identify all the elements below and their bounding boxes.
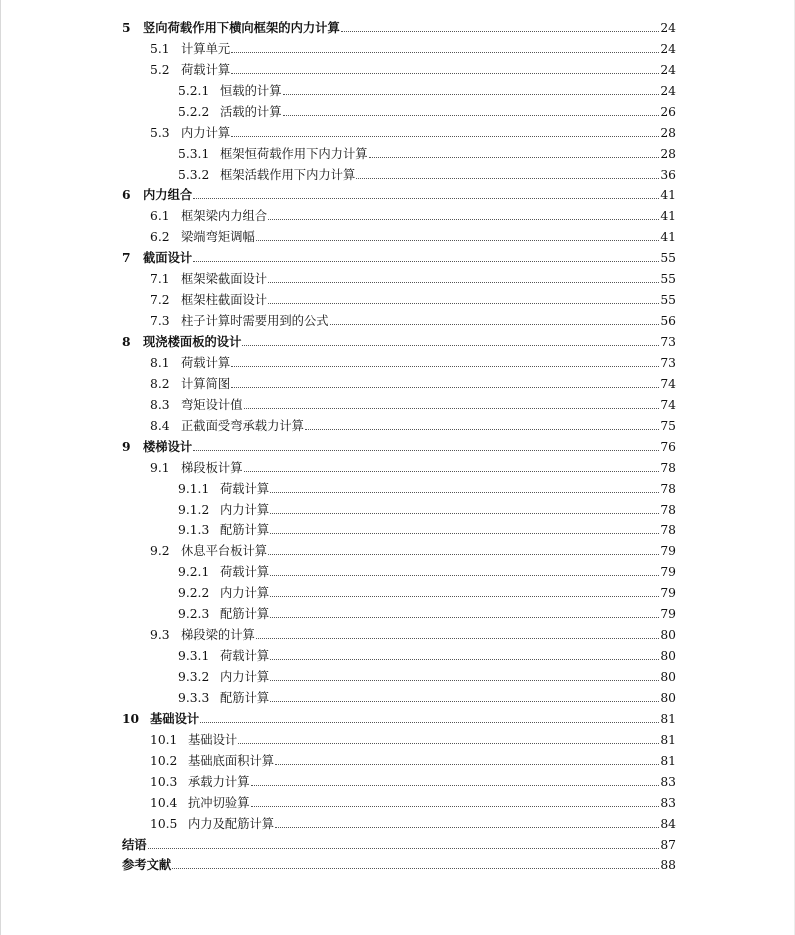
toc-entry-page-number: 83 bbox=[660, 795, 676, 810]
toc-entry-title: 柱子计算时需要用到的公式 bbox=[181, 314, 329, 329]
toc-entry-page-number: 78 bbox=[660, 481, 676, 496]
toc-entry[interactable] bbox=[0, 140, 795, 161]
dot-leader bbox=[270, 701, 659, 702]
toc-entry-title: 框架柱截面设计 bbox=[181, 293, 268, 308]
dot-leader bbox=[270, 533, 659, 534]
toc-entry-number: 7 bbox=[122, 250, 131, 266]
toc-entry[interactable] bbox=[0, 537, 795, 558]
dot-leader bbox=[193, 198, 659, 199]
toc-entry-page-number: 76 bbox=[660, 439, 676, 454]
toc-entry[interactable] bbox=[0, 768, 795, 789]
toc-entry-number: 9.1 bbox=[150, 460, 170, 475]
toc-entry-page-number: 80 bbox=[660, 670, 676, 684]
toc-entry-number: 7.2 bbox=[150, 293, 170, 308]
dot-leader bbox=[275, 764, 659, 765]
toc-entry-page-number: 79 bbox=[660, 565, 676, 580]
toc-entry[interactable] bbox=[0, 810, 795, 831]
toc-entry-number: 10 bbox=[122, 710, 140, 726]
toc-entry-page-number: 24 bbox=[660, 41, 676, 56]
dot-leader bbox=[270, 596, 659, 597]
toc-entry-page-number: 80 bbox=[660, 690, 676, 705]
toc-entry-page-number: 79 bbox=[660, 586, 676, 601]
dot-leader bbox=[270, 617, 659, 618]
toc-entry[interactable] bbox=[0, 223, 795, 244]
toc-entry-title: 框架梁截面设计 bbox=[181, 272, 268, 287]
toc-entry-number: 9.1.3 bbox=[178, 523, 210, 538]
toc-entry[interactable] bbox=[0, 579, 795, 600]
dot-leader bbox=[275, 827, 659, 828]
toc-entry-title: 内力及配筋计算 bbox=[188, 816, 275, 831]
dot-leader bbox=[242, 345, 659, 346]
toc-entry[interactable] bbox=[0, 77, 795, 98]
dot-leader bbox=[283, 115, 660, 116]
toc-entry[interactable] bbox=[0, 642, 795, 663]
toc-entry[interactable] bbox=[0, 14, 795, 35]
toc-entry-title: 梯段板计算 bbox=[181, 460, 243, 475]
toc-entry-number: 9.3.3 bbox=[178, 690, 210, 705]
dot-leader bbox=[193, 261, 659, 262]
toc-entry-page-number: 80 bbox=[660, 649, 676, 664]
toc-entry-number: 9.1.1 bbox=[178, 481, 210, 496]
toc-entry[interactable] bbox=[0, 558, 795, 579]
dot-leader bbox=[231, 366, 659, 367]
toc-entry-page-number: 81 bbox=[660, 732, 676, 747]
toc-entry-page-number: 24 bbox=[660, 62, 676, 77]
toc-entry-page-number: 80 bbox=[660, 628, 676, 643]
toc-entry-number: 5.3.2 bbox=[178, 167, 210, 182]
toc-entry-number: 6.2 bbox=[150, 230, 170, 245]
toc-entry[interactable] bbox=[0, 433, 795, 454]
toc-entry-page-number: 73 bbox=[660, 355, 676, 370]
dot-leader bbox=[256, 638, 660, 639]
toc-entry[interactable] bbox=[0, 35, 795, 56]
toc-entry-number: 5.1 bbox=[150, 41, 170, 56]
toc-entry-number: 9.2.1 bbox=[178, 565, 210, 580]
toc-entry-number: 7.1 bbox=[150, 272, 170, 287]
toc-entry-number: 9.3 bbox=[150, 628, 170, 643]
toc-entry-page-number: 74 bbox=[660, 397, 676, 412]
toc-entry-title: 梯段梁的计算 bbox=[181, 628, 255, 643]
toc-entry-title: 承载力计算 bbox=[188, 774, 250, 789]
toc-entry-page-number: 36 bbox=[660, 167, 676, 182]
toc-entry-title: 配筋计算 bbox=[220, 607, 270, 622]
toc-entry-page-number: 55 bbox=[660, 272, 676, 287]
toc-entry-page-number: 79 bbox=[660, 607, 676, 622]
toc-entry[interactable] bbox=[0, 600, 795, 621]
toc-entry-number: 10.3 bbox=[150, 774, 178, 789]
toc-entry-title: 荷载计算 bbox=[220, 649, 270, 664]
toc-entry-number: 10.5 bbox=[150, 816, 178, 831]
toc-entry-page-number: 56 bbox=[660, 314, 676, 329]
toc-entry-number: 8.2 bbox=[150, 376, 170, 391]
toc-entry[interactable] bbox=[0, 328, 795, 349]
dot-leader bbox=[172, 868, 659, 869]
toc-entry-title: 基础底面积计算 bbox=[188, 753, 275, 768]
toc-entry[interactable] bbox=[0, 370, 795, 391]
toc-entry-title: 内力计算 bbox=[181, 125, 231, 140]
toc-entry-title: 内力组合 bbox=[143, 187, 193, 203]
toc-entry-page-number: 74 bbox=[660, 376, 676, 391]
toc-entry-number: 9.1.2 bbox=[178, 502, 210, 517]
toc-entry-title: 现浇楼面板的设计 bbox=[143, 334, 242, 349]
toc-entry[interactable] bbox=[0, 265, 795, 286]
toc-entry[interactable] bbox=[0, 391, 795, 412]
dot-leader bbox=[251, 785, 660, 786]
toc-entry-number: 7.3 bbox=[150, 314, 170, 329]
toc-entry[interactable] bbox=[0, 244, 795, 265]
toc-entry-title: 竖向荷载作用下横向框架的内力计算 bbox=[143, 19, 340, 35]
toc-entry[interactable] bbox=[0, 496, 795, 517]
toc-entry-page-number: 41 bbox=[660, 230, 676, 245]
dot-leader bbox=[231, 73, 659, 74]
toc-entry-title: 荷载计算 bbox=[181, 355, 231, 370]
toc-entry[interactable] bbox=[0, 307, 795, 328]
toc-entry-number: 10.2 bbox=[150, 753, 178, 768]
dot-leader bbox=[268, 219, 659, 220]
toc-entry-number: 5 bbox=[122, 19, 131, 35]
toc-entry-page-number: 28 bbox=[660, 146, 676, 161]
toc-entry-page-number: 41 bbox=[660, 188, 676, 203]
toc-entry-page-number: 55 bbox=[660, 293, 676, 308]
toc-entry-title: 抗冲切验算 bbox=[188, 795, 250, 810]
toc-entry-title: 内力计算 bbox=[220, 670, 270, 684]
toc-entry[interactable] bbox=[0, 621, 795, 642]
dot-leader bbox=[270, 513, 659, 514]
toc-entry[interactable] bbox=[0, 202, 795, 223]
toc-entry[interactable] bbox=[0, 56, 795, 77]
toc-entry-number: 5.3.1 bbox=[178, 146, 210, 161]
dot-leader bbox=[193, 450, 659, 451]
toc-entry-title: 荷载计算 bbox=[181, 62, 231, 77]
toc-entry-number: 9.2.2 bbox=[178, 586, 210, 601]
dot-leader bbox=[356, 178, 659, 179]
toc-entry-page-number: 26 bbox=[660, 104, 676, 119]
toc-entry-title: 活载的计算 bbox=[220, 104, 282, 119]
toc-entry-number: 8 bbox=[122, 334, 131, 349]
dot-leader bbox=[283, 94, 660, 95]
toc-entry-page-number: 24 bbox=[660, 20, 676, 35]
toc-entry-title: 楼梯设计 bbox=[143, 438, 193, 454]
toc-entry-number: 10.1 bbox=[150, 732, 178, 747]
toc-entry-title: 框架活载作用下内力计算 bbox=[220, 167, 356, 182]
toc-entry-number: 9.3.2 bbox=[178, 670, 210, 684]
toc-entry-title: 框架梁内力组合 bbox=[181, 209, 268, 224]
toc-entry[interactable] bbox=[0, 789, 795, 810]
toc-entry[interactable] bbox=[0, 705, 795, 726]
toc-entry[interactable] bbox=[0, 663, 795, 684]
dot-leader bbox=[244, 408, 660, 409]
dot-leader bbox=[369, 157, 660, 158]
toc-entry-number: 9.2 bbox=[150, 544, 170, 559]
toc-entry-title: 弯矩设计值 bbox=[181, 397, 243, 412]
toc-entry-title: 结语 bbox=[122, 836, 147, 852]
toc-entry-title: 配筋计算 bbox=[220, 523, 270, 538]
dot-leader bbox=[270, 680, 659, 681]
toc-entry-title: 基础设计 bbox=[150, 710, 200, 726]
toc-entry-page-number: 81 bbox=[660, 711, 676, 726]
toc-entry[interactable] bbox=[0, 412, 795, 433]
toc-entry-page-number: 73 bbox=[660, 335, 676, 349]
dot-leader bbox=[330, 324, 660, 325]
dot-leader bbox=[244, 471, 660, 472]
toc-entry-number: 5.2.1 bbox=[178, 83, 210, 98]
toc-entry-title: 计算简图 bbox=[181, 376, 231, 391]
toc-entry-title: 框架恒荷载作用下内力计算 bbox=[220, 146, 368, 161]
toc-entry-page-number: 75 bbox=[660, 418, 676, 433]
toc-entry-title: 梁端弯矩调幅 bbox=[181, 230, 255, 245]
toc-entry-page-number: 81 bbox=[660, 753, 676, 768]
table-of-contents bbox=[0, 14, 795, 872]
toc-entry[interactable] bbox=[0, 454, 795, 475]
toc-entry-page-number: 83 bbox=[660, 774, 676, 789]
dot-leader bbox=[200, 722, 659, 723]
toc-entry[interactable] bbox=[0, 161, 795, 182]
toc-entry[interactable] bbox=[0, 747, 795, 768]
toc-entry[interactable] bbox=[0, 98, 795, 119]
toc-entry-page-number: 78 bbox=[660, 502, 676, 517]
toc-entry[interactable] bbox=[0, 182, 795, 203]
toc-entry[interactable] bbox=[0, 475, 795, 496]
toc-entry-number: 9.3.1 bbox=[178, 649, 210, 664]
toc-entry[interactable] bbox=[0, 684, 795, 705]
toc-entry-title: 参考文献 bbox=[122, 857, 172, 873]
toc-entry[interactable] bbox=[0, 852, 795, 873]
dot-leader bbox=[268, 554, 659, 555]
dot-leader bbox=[251, 806, 660, 807]
toc-entry-page-number: 84 bbox=[660, 816, 676, 831]
toc-entry-page-number: 88 bbox=[660, 858, 676, 873]
dot-leader bbox=[231, 52, 659, 53]
dot-leader bbox=[270, 659, 659, 660]
dot-leader bbox=[270, 575, 659, 576]
toc-entry-title: 配筋计算 bbox=[220, 690, 270, 705]
toc-entry[interactable] bbox=[0, 831, 795, 852]
toc-entry-number: 8.3 bbox=[150, 397, 170, 412]
dot-leader bbox=[231, 136, 659, 137]
toc-entry-title: 荷载计算 bbox=[220, 481, 270, 496]
toc-entry-number: 8.1 bbox=[150, 355, 170, 370]
toc-entry-page-number: 28 bbox=[660, 125, 676, 140]
dot-leader bbox=[268, 282, 659, 283]
toc-entry-title: 内力计算 bbox=[220, 586, 270, 601]
dot-leader bbox=[256, 240, 660, 241]
toc-entry-page-number: 78 bbox=[660, 460, 676, 475]
dot-leader bbox=[305, 429, 659, 430]
dot-leader bbox=[341, 31, 660, 32]
toc-entry-number: 9.2.3 bbox=[178, 607, 210, 622]
toc-entry[interactable] bbox=[0, 726, 795, 747]
dot-leader bbox=[148, 848, 660, 849]
dot-leader bbox=[268, 303, 659, 304]
toc-entry-number: 9 bbox=[122, 438, 131, 454]
toc-entry-number: 10.4 bbox=[150, 795, 178, 810]
dot-leader bbox=[270, 492, 659, 493]
dot-leader bbox=[238, 743, 659, 744]
toc-entry-title: 恒载的计算 bbox=[220, 83, 282, 98]
toc-entry-title: 计算单元 bbox=[181, 41, 231, 56]
toc-entry-title: 内力计算 bbox=[220, 502, 270, 517]
toc-entry-number: 5.2.2 bbox=[178, 104, 210, 119]
toc-entry-page-number: 24 bbox=[660, 83, 676, 98]
toc-entry-number: 5.3 bbox=[150, 125, 170, 140]
toc-entry-page-number: 87 bbox=[660, 837, 676, 852]
toc-entry[interactable] bbox=[0, 119, 795, 140]
toc-entry-page-number: 41 bbox=[660, 209, 676, 224]
toc-entry-number: 5.2 bbox=[150, 62, 170, 77]
dot-leader bbox=[231, 387, 659, 388]
toc-entry[interactable] bbox=[0, 517, 795, 538]
toc-entry-title: 基础设计 bbox=[188, 732, 238, 747]
toc-entry-number: 6.1 bbox=[150, 209, 170, 224]
toc-entry-title: 休息平台板计算 bbox=[181, 544, 268, 559]
toc-entry-page-number: 55 bbox=[660, 251, 676, 266]
toc-entry-page-number: 78 bbox=[660, 523, 676, 538]
toc-entry[interactable] bbox=[0, 286, 795, 307]
toc-entry[interactable] bbox=[0, 349, 795, 370]
toc-entry-page-number: 79 bbox=[660, 544, 676, 559]
toc-entry-number: 8.4 bbox=[150, 418, 170, 433]
toc-entry-title: 正截面受弯承载力计算 bbox=[181, 418, 304, 433]
toc-entry-title: 截面设计 bbox=[143, 250, 193, 266]
toc-entry-number: 6 bbox=[122, 187, 131, 203]
toc-entry-title: 荷载计算 bbox=[220, 565, 270, 580]
